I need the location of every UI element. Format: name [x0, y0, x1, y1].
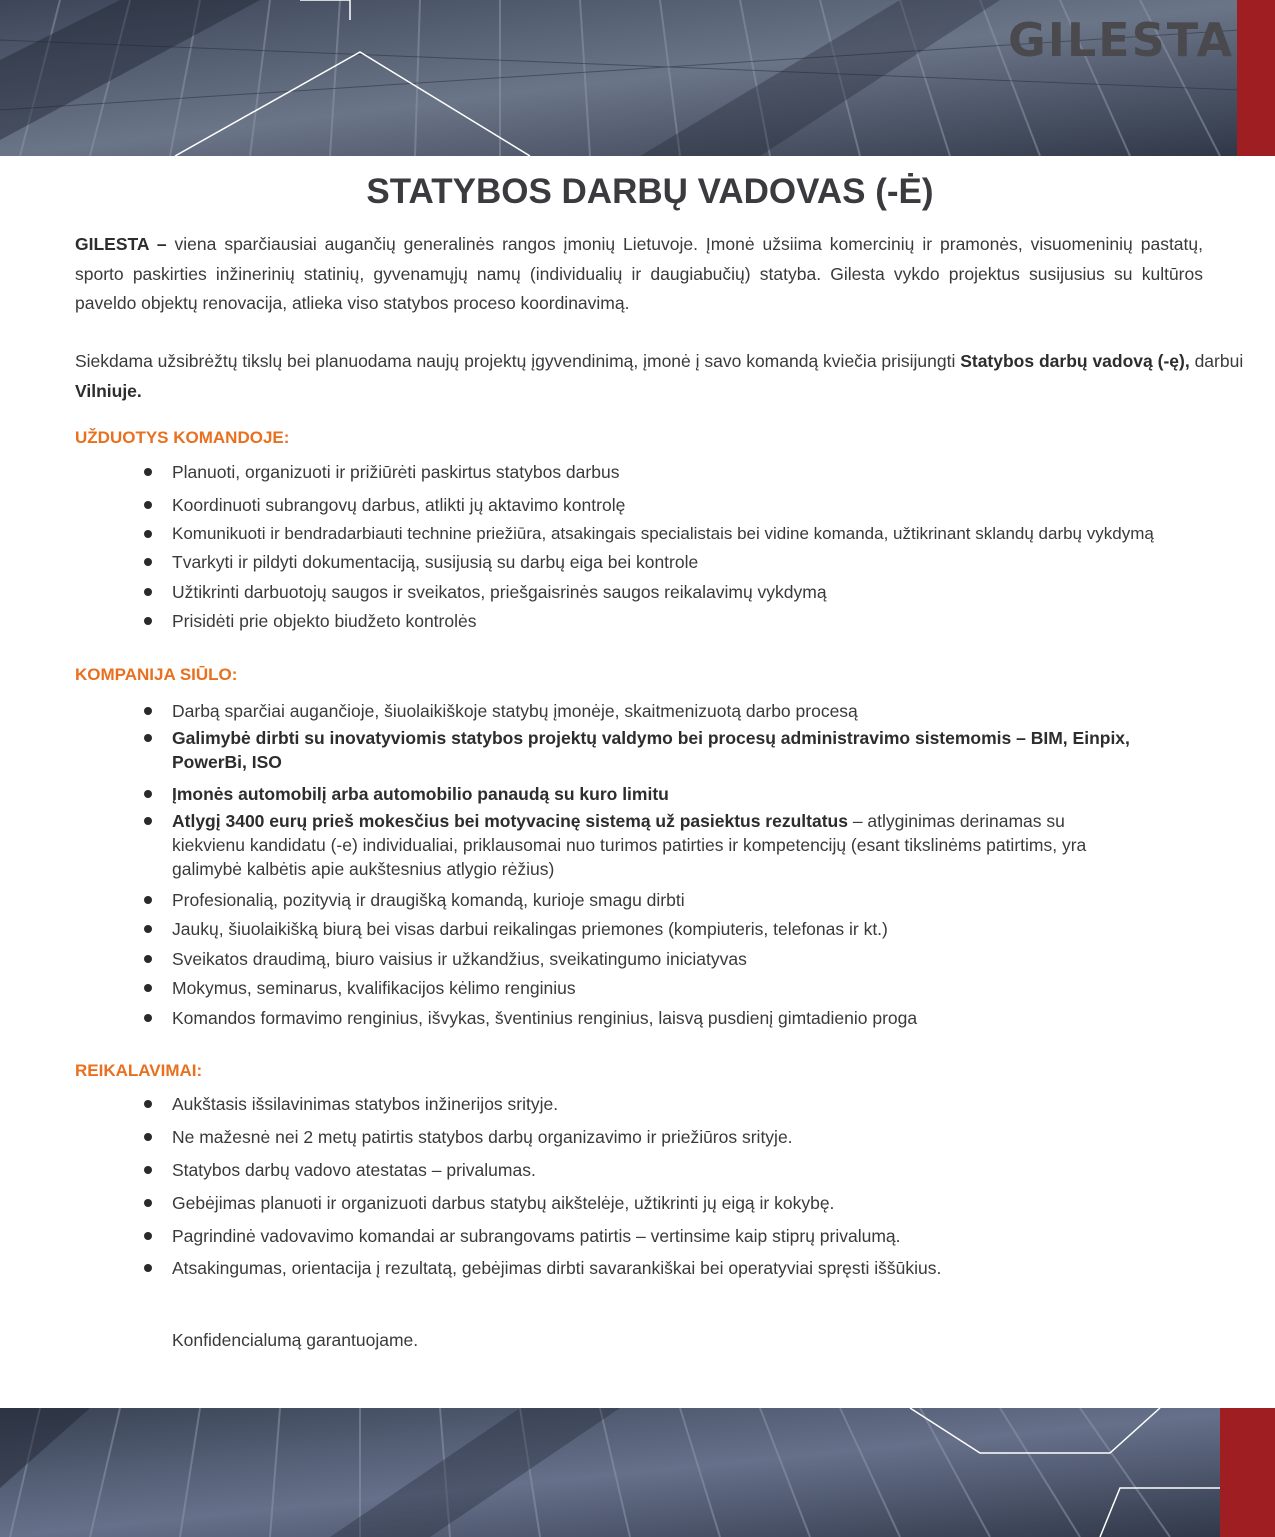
list-item: Darbą sparčiai augančioje, šiuolaikiškoje statybų įmonėje, skaitmenizuotą darbo procesą [172, 701, 858, 721]
list-item: Pagrindinė vadovavimo komandai ar subrangovams patirtis – vertinsime kaip stiprų privalumą. [172, 1226, 901, 1246]
list-item: Mokymus, seminarus, kvalifikacijos kėlimo renginius [172, 978, 576, 998]
list-item: Gebėjimas planuoti ir organizuoti darbus statybų aikštelėje, užtikrinti jų eigą ir kokybę. [172, 1193, 835, 1213]
city-name: Vilniuje. [75, 380, 142, 401]
list-item [172, 809, 1102, 881]
list-item: Ne mažesnė nei 2 metų patirtis statybos darbų organizavimo ir priežiūros srityje. [172, 1127, 793, 1147]
footer-banner [0, 1408, 1275, 1537]
invite-text-2: darbui [1189, 351, 1244, 371]
page-title: STATYBOS DARBŲ VADOVAS (-Ė) [366, 172, 934, 211]
list-item: Koordinuoti subrangovų darbus, atlikti jų aktavimo kontrolę [172, 495, 626, 515]
building-facade-image [0, 1408, 1275, 1537]
gilesta-logo: GILESTA [1008, 13, 1235, 67]
list-item: Komandos formavimo renginius, išvykas, šventinius renginius, laisvą pusdienį gimtadienio proga [172, 1008, 918, 1028]
salary-text: Atlygį 3400 eurų prieš mokesčius bei motyvacinę sistemą už pasiektus rezultatus [172, 811, 848, 831]
header-banner [0, 0, 1275, 156]
list-item: Komunikuoti ir bendradarbiauti technine priežiūra, atsakingais specialistais bei vidine komanda, užtikrinant sklandų darbų vykdymą [172, 522, 1154, 546]
list-item: Aukštasis išsilavinimas statybos inžinerijos srityje. [172, 1094, 559, 1114]
list-item [172, 726, 1172, 774]
offer-heading: KOMPANIJA SIŪLO: [75, 665, 238, 684]
tasks-heading: UŽDUOTYS KOMANDOJE: [75, 428, 290, 447]
invite-paragraph [75, 347, 1245, 406]
requirements-heading: REIKALAVIMAI: [75, 1061, 203, 1080]
position-name: Statybos darbų vadovą (-ę), [960, 351, 1190, 371]
list-item [172, 782, 669, 806]
intro-paragraph [75, 230, 1203, 319]
list-item: Sveikatos draudimą, biuro vaisius ir užkandžius, sveikatingumo iniciatyvas [172, 949, 747, 969]
list-item: Statybos darbų vadovo atestatas – privalumas. [172, 1160, 536, 1180]
list-item: Atsakingumas, orientacija į rezultatą, gebėjimas dirbti savarankiškai bei operatyviai spręsti iššūkius. [172, 1258, 942, 1278]
list-item: Prisidėti prie objekto biudžeto kontrolės [172, 611, 477, 631]
list-item: Planuoti, organizuoti ir prižiūrėti paskirtus statybos darbus [172, 462, 620, 482]
offer-systems-text: Galimybė dirbti su inovatyviomis statybos projektų valdymo bei procesų administravimo sistemomis – BIM, Einpix, PowerBi, ISO [172, 728, 1130, 772]
invite-text: Siekdama užsibrėžtų tikslų bei planuodama naujų projektų įgyvendinimą, įmonė į savo komandą kviečia prisijungti [75, 351, 961, 371]
company-name: GILESTA – [75, 234, 167, 254]
offer-car-text: Įmonės automobilį arba automobilio panaudą su kuro limitu [172, 784, 669, 804]
list-item: Profesionalią, pozityvią ir draugišką komandą, kurioje smagu dirbti [172, 890, 685, 910]
confidentiality-note: Konfidencialumą garantuojame. [172, 1330, 419, 1350]
list-item: Tvarkyti ir pildyti dokumentaciją, susijusią su darbų eiga bei kontrole [172, 552, 699, 572]
salary-details: – atlyginimas derinamas su kiekvienu kandidatu (-e) individualiai, priklausomai nuo turimos patirties ir kompetencijų (esant tikslinėms patirtims, yra galimybė kalbėtis apie aukštesnius atlygio rėžius) [172, 811, 1087, 879]
intro-text: viena sparčiausiai augančių generalinės rangos įmonių Lietuvoje. Įmonė užsiima komercinių ir pramonės, visuomeninių pastatų, sporto paskirties inžinerinių statinių, gyvenamųjų namų (individualių ir daugiabučių) statyba. Gilesta vykdo projektus susijusius su kultūros paveldo objektų renovacija, atlieka viso statybos proceso koordinavimą. [75, 234, 1203, 313]
list-item: Jaukų, šiuolaikišką biurą bei visas darbui reikalingas priemones (kompiuteris, telefonas ir kt.) [172, 919, 888, 939]
list-item: Užtikrinti darbuotojų saugos ir sveikatos, priešgaisrinės saugos reikalavimų vykdymą [172, 582, 827, 602]
